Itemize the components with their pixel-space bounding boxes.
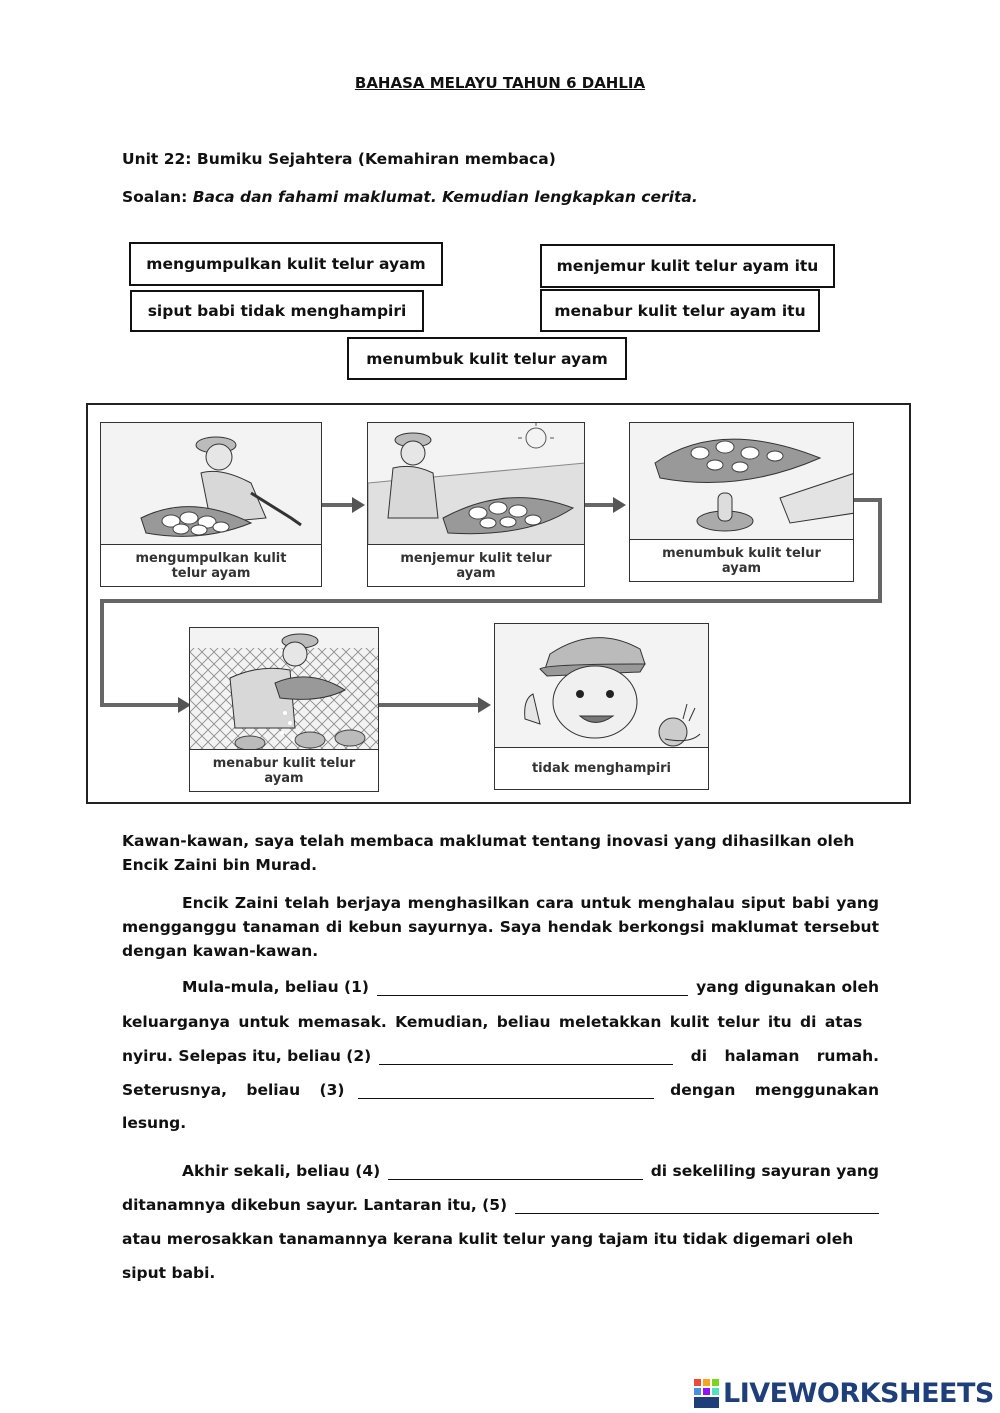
answer-blank-3[interactable] (358, 1084, 654, 1099)
pounding-shells-illustration (630, 423, 854, 543)
story-line-2: keluarganya untuk memasak. Kemudian, beliau meletakkan kulit telur itu di atas (122, 1013, 863, 1031)
word-bank-item[interactable]: menjemur kulit telur ayam itu (540, 244, 835, 288)
liveworksheets-logo-icon (694, 1379, 720, 1409)
flow-panel-3 (629, 422, 854, 582)
page-title: BAHASA MELAYU TAHUN 6 DAHLIA (354, 74, 646, 92)
flow-panel-1 (100, 422, 322, 587)
word-bank-item[interactable]: mengumpulkan kulit telur ayam (129, 242, 443, 286)
story-line-4: Seterusnya, beliau (3) dengan menggunakan (122, 1081, 879, 1099)
story-line-6: Akhir sekali, beliau (4) di sekeliling sayuran yang (182, 1162, 879, 1180)
unit-heading: Unit 22: Bumiku Sejahtera (Kemahiran membaca) (122, 150, 556, 168)
story-paragraph-1: Encik Zaini telah berjaya menghasilkan cara untuk menghalau siput babi yang mengganggu tanaman di kebun sayurnya. Saya hendak berkongsi maklumat tersebut dengan kawan-kawan. (122, 894, 879, 960)
story-line-8: atau merosakkan tanamannya kerana kulit telur yang tajam itu tidak digemari oleh (122, 1230, 854, 1248)
liveworksheets-logo-text: LIVEWORKSHEETS (723, 1378, 994, 1409)
flow-arrow-icon (613, 497, 626, 513)
question-label: Soalan: (122, 188, 188, 206)
man-collecting-shells-illustration (101, 423, 322, 548)
boy-and-snail-illustration (495, 624, 709, 754)
word-bank-item[interactable]: menabur kulit telur ayam itu (540, 289, 820, 332)
flow-connector (100, 703, 180, 707)
flow-connector (378, 703, 478, 707)
answer-blank-2[interactable] (379, 1050, 672, 1065)
flow-connector (320, 503, 356, 507)
process-flow-figure (86, 403, 911, 804)
man-drying-shells-illustration (368, 423, 585, 548)
flow-panel-4 (189, 627, 379, 792)
story-line-1: Mula-mula, beliau (1) yang digunakan oleh (182, 978, 879, 996)
flow-caption-1: mengumpulkan kulit telur ayam (101, 544, 321, 586)
answer-blank-1[interactable] (377, 981, 688, 996)
story-line-3: nyiru. Selepas itu, beliau (2) di halaman rumah. (122, 1047, 879, 1065)
flow-panel-2 (367, 422, 585, 587)
answer-blank-4[interactable] (388, 1165, 643, 1180)
flow-connector (100, 599, 882, 603)
flow-panel-5 (494, 623, 709, 790)
question-instruction (122, 188, 698, 206)
flow-connector (585, 503, 615, 507)
word-bank-item[interactable]: siput babi tidak menghampiri (130, 290, 424, 332)
story-intro: Kawan-kawan, saya telah membaca maklumat tentang inovasi yang dihasilkan oleh Encik Zaini bin Murad. (122, 832, 855, 874)
answer-blank-5[interactable] (515, 1199, 879, 1214)
story-line-7: ditanamnya dikebun sayur. Lantaran itu, (5) (122, 1196, 879, 1214)
flow-connector (878, 498, 882, 603)
story-line-9: siput babi. (122, 1264, 216, 1282)
question-text: Baca dan fahami maklumat. Kemudian lengkapkan cerita. (192, 188, 698, 206)
liveworksheets-logo[interactable] (694, 1378, 994, 1409)
flow-caption-4: menabur kulit telur ayam (190, 749, 378, 791)
flow-connector (100, 599, 104, 707)
flow-caption-5: tidak menghampiri (495, 747, 708, 789)
flow-arrow-icon (352, 497, 365, 513)
flow-caption-2: menjemur kulit telur ayam (368, 544, 584, 586)
man-scattering-shells-illustration (190, 628, 379, 753)
word-bank-item[interactable]: menumbuk kulit telur ayam (347, 337, 627, 380)
flow-caption-3: menumbuk kulit telur ayam (630, 539, 853, 581)
story-line-5: lesung. (122, 1114, 187, 1132)
flow-arrow-icon (478, 697, 491, 713)
